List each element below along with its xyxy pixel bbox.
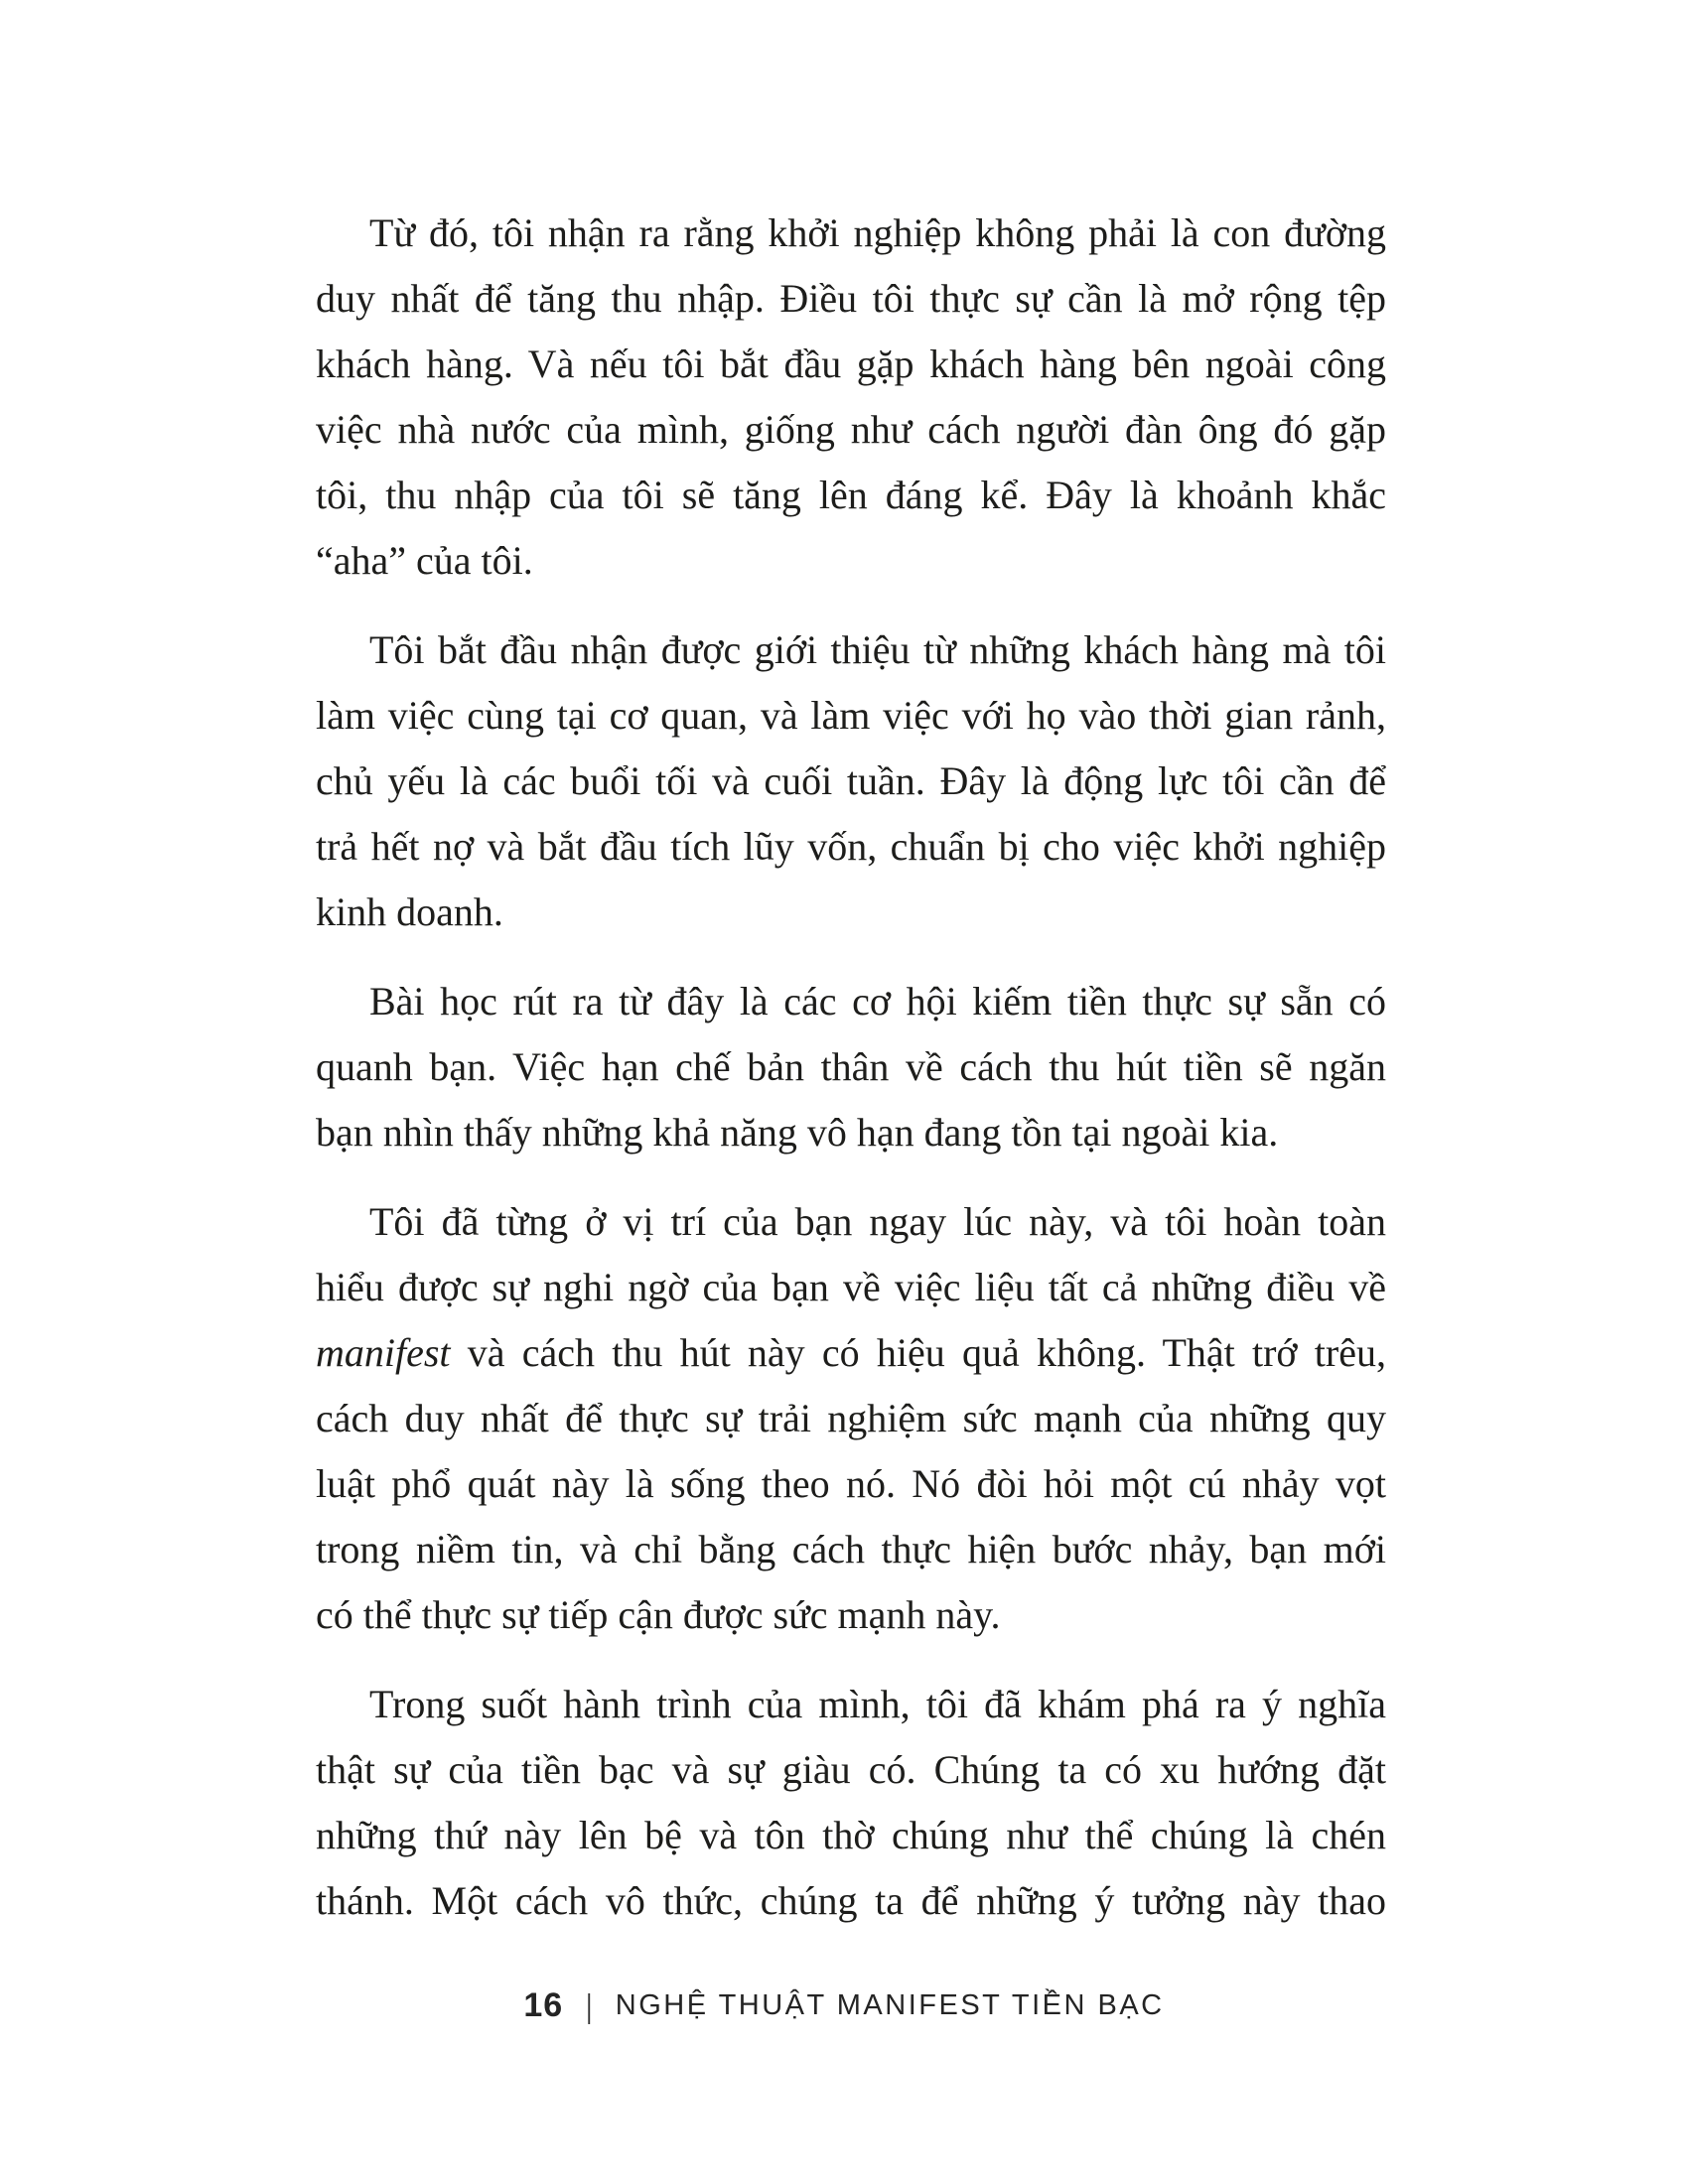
text-line: quanh bạn. Việc hạn chế bản thân về cách thu hút tiền sẽ ngăn xyxy=(316,1044,1386,1089)
footer-separator: | xyxy=(586,1986,593,2024)
text-line: khách hàng. Và nếu tôi bắt đầu gặp khách hàng bên ngoài công xyxy=(316,341,1386,386)
text-line: thánh. Một cách vô thức, chúng ta để những ý tưởng này thao xyxy=(316,1878,1386,1923)
text-line: thật sự của tiền bạc và sự giàu có. Chúng ta có xu hướng đặt xyxy=(316,1747,1386,1792)
text-line: Từ đó, tôi nhận ra rằng khởi nghiệp không phải là con đường xyxy=(369,210,1386,255)
page-number: 16 xyxy=(523,1986,564,2024)
paragraph xyxy=(316,201,1386,594)
text-line: chủ yếu là các buổi tối và cuối tuần. Đây là động lực tôi cần để xyxy=(316,758,1386,803)
text-line: cách duy nhất để thực sự trải nghiệm sức mạnh của những quy xyxy=(316,1396,1386,1440)
text-line: “aha” của tôi. xyxy=(316,538,533,583)
book-title: NGHỆ THUẬT MANIFEST TIỀN BẠC xyxy=(615,1989,1165,2021)
text-line: hiểu được sự nghi ngờ của bạn về việc liệu tất cả những điều về xyxy=(316,1265,1386,1309)
text-line: bạn nhìn thấy những khả năng vô hạn đang tồn tại ngoài kia. xyxy=(316,1110,1279,1155)
text-line: manifest và cách thu hút này có hiệu quả không. Thật trớ trêu, xyxy=(316,1330,1386,1375)
text-line: kinh doanh. xyxy=(316,889,503,934)
text-line: việc nhà nước của mình, giống như cách người đàn ông đó gặp xyxy=(316,407,1386,452)
paragraph xyxy=(316,969,1386,1165)
text-line: Bài học rút ra từ đây là các cơ hội kiếm tiền thực sự sẵn có xyxy=(369,979,1386,1024)
text-line: có thể thực sự tiếp cận được sức mạnh này. xyxy=(316,1592,1001,1637)
page-footer xyxy=(0,1986,1688,2025)
page-text xyxy=(316,201,1386,1958)
paragraph xyxy=(316,617,1386,945)
paragraph xyxy=(316,1672,1386,1934)
text-line: làm việc cùng tại cơ quan, và làm việc với họ vào thời gian rảnh, xyxy=(316,693,1386,738)
text-line: Tôi bắt đầu nhận được giới thiệu từ những khách hàng mà tôi xyxy=(369,627,1386,672)
text-line: trong niềm tin, và chỉ bằng cách thực hiện bước nhảy, bạn mới xyxy=(316,1527,1386,1571)
text-line: tôi, thu nhập của tôi sẽ tăng lên đáng kể. Đây là khoảnh khắc xyxy=(316,473,1386,517)
text-line: duy nhất để tăng thu nhập. Điều tôi thực sự cần là mở rộng tệp xyxy=(316,276,1386,321)
text-line: Tôi đã từng ở vị trí của bạn ngay lúc này, và tôi hoàn toàn xyxy=(369,1199,1386,1244)
text-line: trả hết nợ và bắt đầu tích lũy vốn, chuẩn bị cho việc khởi nghiệp xyxy=(316,824,1386,869)
text-line: Trong suốt hành trình của mình, tôi đã khám phá ra ý nghĩa xyxy=(369,1682,1386,1726)
text-line: luật phổ quát này là sống theo nó. Nó đòi hỏi một cú nhảy vọt xyxy=(316,1461,1386,1506)
text-line: những thứ này lên bệ và tôn thờ chúng như thể chúng là chén xyxy=(316,1813,1386,1857)
paragraph xyxy=(316,1189,1386,1648)
